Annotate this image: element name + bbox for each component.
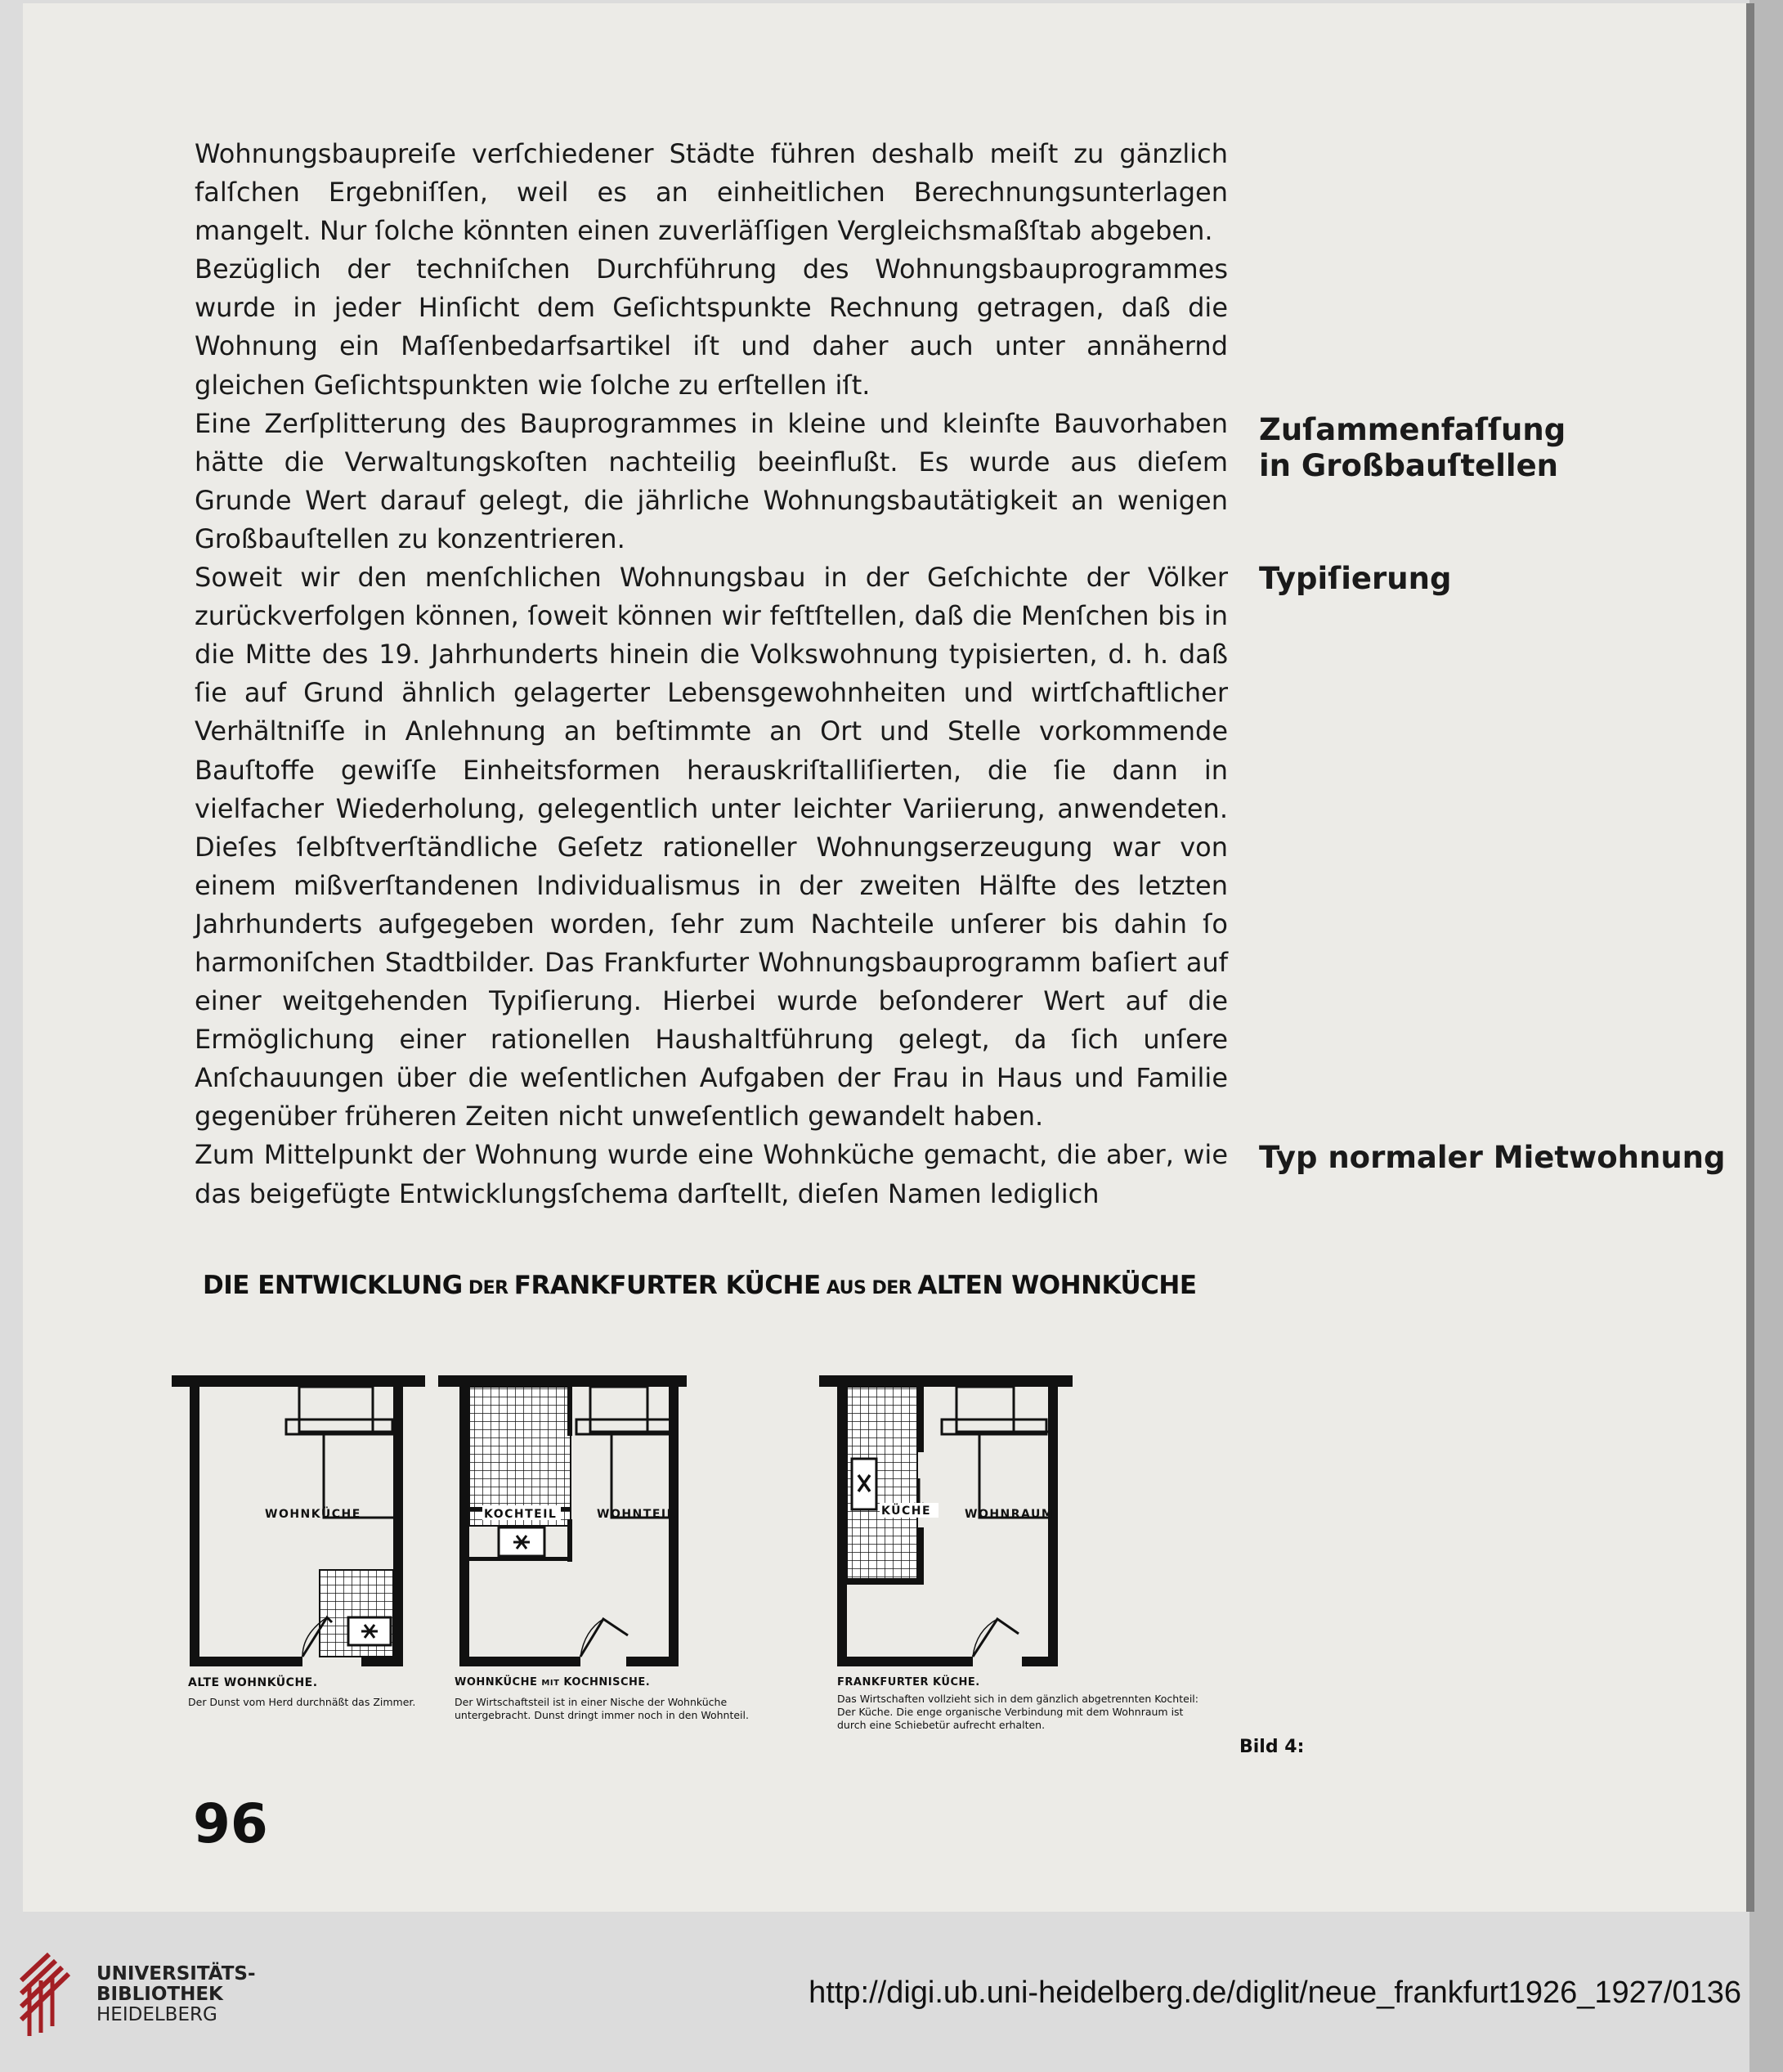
paragraph: Bezüglich der techniſchen Durchführung des Wohnungsbauprogrammes wurde in jeder Hinſicht dem Geſichtspunkte Rechnung getragen, daß die Wohnung ein Maſſenbedarfsartikel iſt und daher auch unter annähernd gleichen Geſichtspunkten wie ſolche zu erſtellen iſt. (195, 253, 1228, 401)
paragraph: Soweit wir den menſchlichen Wohnungsbau in der Geſchichte der Völker zurückverfolgen können, ſoweit können wir feſtſtellen, daß die Menſchen bis in die Mitte des 19. Jahrhunderts hinein die Volkswohnung typisierten, d. h. daß ſie auf Grund ähnlich gelagerter Lebensgewohnheiten und wirtſchaftlicher Verhältniſſe in Anlehnung an beſtimmte an Ort und Stelle vorkommende Bauſtoffe gewiſſe Einheitsformen herauskriſtalliſierten, die ſie dann in vielfacher Wiederholung, gelegentlich unter leichter Variierung, anwendeten. Dieſes ſelbſtverſtändliche Geſetz rationeller Wohnungserzeugung war von einem mißverſtandenen Individualismus in der zweiten Hälfte des letzten Jahrhunderts aufgegeben worden, ſehr zum Nachteile unſerer bis dahin ſo harmoniſchen Stadtbilder. Das Frankfurter Wohnungsbauprogramm baſiert auf einer weitgehenden Typiſierung. Hierbei wurde beſonderer Wert auf die Ermöglichung einer rationellen Haushaltführung gelegt, da ſich unſere Anſchauungen über die weſentlichen Aufgaben der Frau in Haus und Familie gegenüber früheren Zeiten nicht unweſentlich gewandelt haben. (195, 562, 1228, 1132)
caption-title (455, 1676, 650, 1689)
figure-title-part: AUS DER (820, 1278, 918, 1298)
viewer-footer (0, 1915, 1749, 2072)
scan-edge-strip (1749, 0, 1783, 2072)
caption-title-part: KOCHNISCHE. (559, 1676, 651, 1689)
marginal-heading-typ-mietwohnung: Typ normaler Mietwohnung (1259, 1140, 1726, 1175)
body-text (195, 135, 1228, 1213)
figure-label: Bild 4: (1239, 1737, 1305, 1757)
library-name-line: HEIDELBERG (96, 2004, 217, 2025)
marginal-heading-typisierung: Typiſierung (1259, 561, 1452, 596)
figure-title-part: FRANKFURTER KÜCHE (513, 1271, 821, 1300)
room-label: WOHNRAUM (965, 1508, 1055, 1521)
caption-title: FRANKFURTER KÜCHE. (837, 1676, 980, 1689)
floor-plan-frankfurter-kueche (819, 1364, 1073, 1683)
figure-title-part: DER (462, 1278, 514, 1298)
caption-title: ALTE WOHNKÜCHE. (188, 1676, 318, 1689)
room-label: WOHNKÜCHE (265, 1508, 361, 1521)
paragraph: Zum Mittelpunkt der Wohnung wurde eine Wohnküche gemacht, die aber, wie das beigefügte Entwicklungsſchema darſtellt, dieſen Namen lediglich (195, 1139, 1228, 1209)
caption-title-part: MIT (541, 1679, 560, 1688)
caption-text: Der Dunst vom Herd durchnäßt das Zimmer. (188, 1696, 416, 1708)
marginal-heading-zusammenfassung (1259, 412, 1566, 484)
paragraph: Eine Zerſplitterung des Bauprogrammes in kleine und kleinſte Bauvorhaben hätte die Verwaltungskoſten nachteilig beeinflußt. Es wurde aus dieſem Grunde Wert darauf gelegt, die jährliche Wohnungsbautätigkeit an wenigen Großbauſtellen zu konzentrieren. (195, 407, 1228, 554)
caption-text: Der Wirtschaftsteil ist in einer Nische der Wohnküche untergebracht. Dunst dringt immer noch in den Wohnteil. (455, 1696, 749, 1721)
marginal-heading-line: in Großbauſtellen (1259, 448, 1559, 483)
page-number: 96 (193, 1792, 268, 1855)
library-name (96, 1964, 256, 2025)
figure-title (203, 1271, 1216, 1300)
marginal-heading-line: Zuſammenfaſſung (1259, 412, 1566, 447)
university-library-logo-icon (16, 1948, 87, 2039)
library-name-line: UNIVERSITÄTS- (96, 1963, 256, 1985)
room-label: KÜCHE (881, 1505, 932, 1518)
caption-title-part: WOHNKÜCHE (455, 1676, 542, 1689)
room-label: WOHNTEIL (597, 1508, 676, 1521)
room-label: KOCHTEIL (484, 1508, 558, 1521)
permalink-url[interactable]: http://digi.ub.uni-heidelberg.de/diglit/neue_frankfurt1926_1927/0136 (809, 1976, 1741, 2010)
floor-plan-wohnkueche-mit-kochnische (433, 1364, 687, 1683)
floor-plan-alte-wohnkueche (172, 1364, 425, 1683)
book-page (23, 3, 1754, 1912)
figure-title-part: DIE ENTWICKLUNG (203, 1271, 463, 1300)
paragraph: Wohnungsbaupreiſe verſchiedener Städte führen deshalb meiſt zu gänzlich falſchen Ergebniſſen, weil es an einheitlichen Berechnungsunterlagen mangelt. Nur ſolche könnten einen zuverläſſigen Vergleichsmaßſtab abgeben. (195, 138, 1228, 247)
caption-text: Das Wirtschaften vollzieht sich in dem gänzlich abgetrennten Kochteil: Der Küche. Die enge organische Verbindung mit dem Wohnraum ist durch eine Schiebetür aufrecht erhalten. (837, 1693, 1198, 1731)
library-name-line: BIBLIOTHEK (96, 1984, 223, 2005)
figure-title-part: ALTEN WOHNKÜCHE (917, 1271, 1197, 1300)
